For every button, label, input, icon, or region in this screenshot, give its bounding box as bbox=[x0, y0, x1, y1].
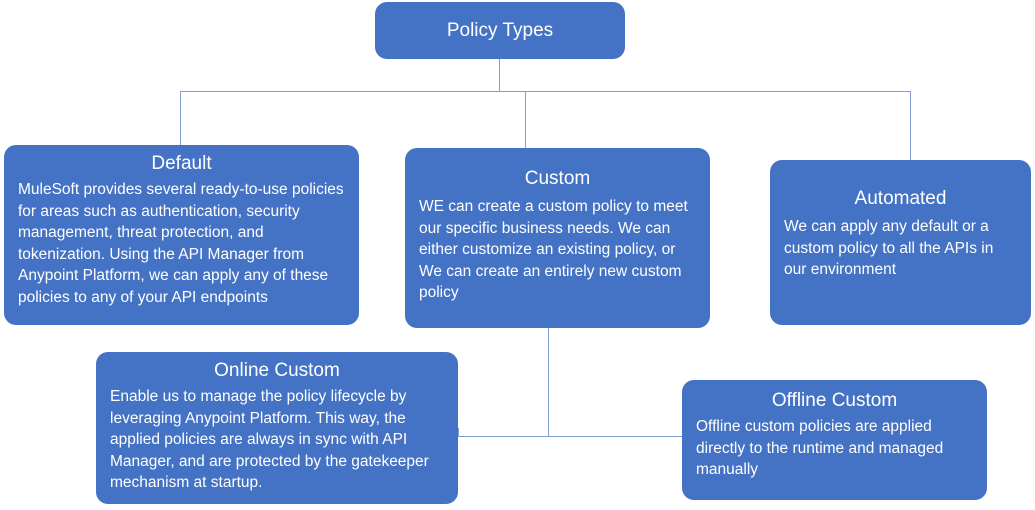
node-default[interactable] bbox=[4, 145, 359, 325]
node-online-custom[interactable] bbox=[96, 352, 458, 504]
node-default-body: MuleSoft provides several ready-to-use policies for areas such as authentication, security management, threat protection, and tokenization. Using the API Manager from Anypoint Platform, we can apply any of these policies to any of your API endpoints bbox=[18, 181, 344, 306]
node-offline-custom-body: Offline custom policies are applied directly to the runtime and managed manually bbox=[696, 418, 944, 478]
node-automated-title: Automated bbox=[854, 188, 947, 209]
node-policy-types-title: Policy Types bbox=[446, 19, 554, 41]
node-custom-title: Custom bbox=[524, 168, 591, 189]
connector-to-automated bbox=[910, 91, 911, 160]
node-offline-custom-title: Offline Custom bbox=[771, 390, 898, 411]
connector-top-bus bbox=[180, 91, 910, 92]
connector-to-custom bbox=[525, 91, 526, 148]
node-online-custom-body: Enable us to manage the policy lifecycle by leveraging Anypoint Platform. This way, the applied policies are always in sync with API Manager, and are protected by the gatekeeper mechanism at startup. bbox=[110, 388, 429, 491]
node-automated-body: We can apply any default or a custom policy to all the APIs in our environment bbox=[784, 218, 994, 278]
node-custom-body: WE can create a custom policy to meet our specific business needs. We can either customize an existing policy, or We can create an entirely new custom policy bbox=[419, 198, 688, 301]
connector-to-default bbox=[180, 91, 181, 145]
connector-bottom-bus bbox=[458, 436, 682, 437]
node-automated[interactable] bbox=[770, 160, 1031, 325]
node-custom[interactable] bbox=[405, 148, 710, 328]
node-default-title: Default bbox=[151, 153, 212, 174]
connector-to-online bbox=[458, 428, 459, 436]
node-policy-types[interactable] bbox=[375, 2, 625, 59]
node-online-custom-title: Online Custom bbox=[214, 360, 340, 381]
connector-root-stem bbox=[499, 59, 500, 91]
connector-custom-stem bbox=[548, 328, 549, 436]
node-offline-custom[interactable] bbox=[682, 380, 987, 500]
